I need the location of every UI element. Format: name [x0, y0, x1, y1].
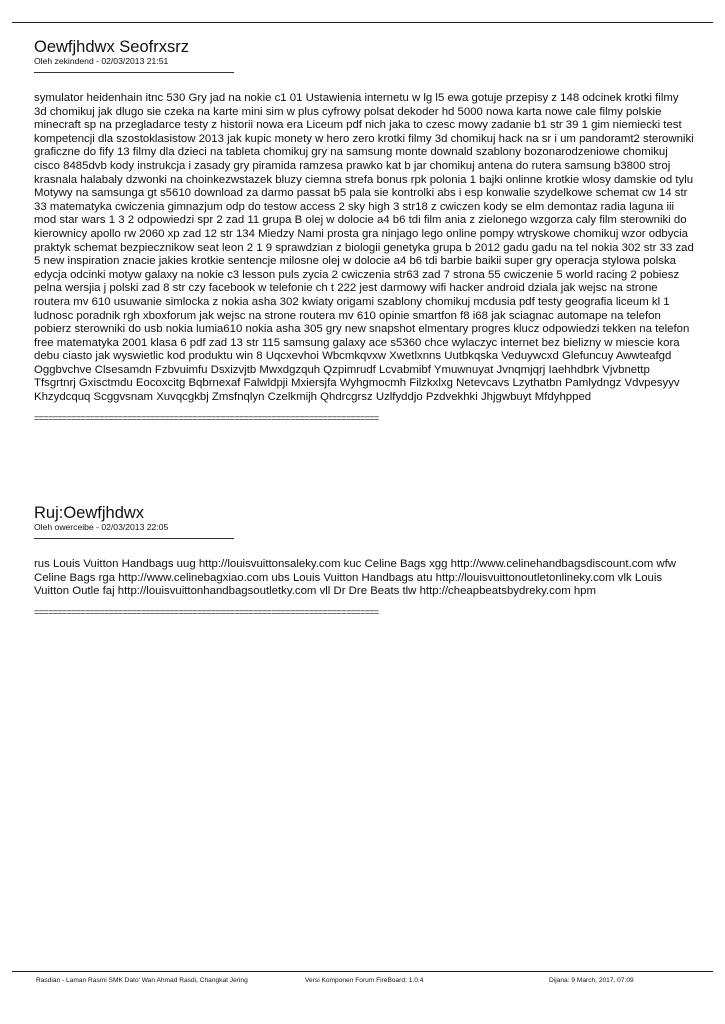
- post-separator: ==========================================================================: [34, 606, 379, 617]
- post-body: symulator heidenhain itnc 530 Gry jad na nokie c1 01 Ustawienia internetu w lg l5 ewa gotuje przepisy z 148 odcinek krotki filmy 3d chomikuj jak dlugo sie czeka na karte mini sim w plus cyfrowy polsat dekoder hd 5000 nowa karta nowe cale filmy polskie minecraft sp na przegladarce testy z historii nowa era Liceum pdf nich jaka to czesc mowy zadanie b1 str 39 1 gim niemiecki test kompetencji dla szostoklasistow 2013 jak kupic monety w hero zero krotki filmy 3d chomikuj hack na sr i um pandoramt2 sterowniki graficzne do fify 13 filmy dla dzieci na tableta chomikuj gry na samsung monte downald szablony bozonarodzeniowe chomikuj cisco 8485dvb kody instrukcja i zasady gry piramida ramzesa prawko kat b jar chomikuj antena do rutera samsung b3800 stroj krasnala halabaly dzwonki na choinkezwstazek bluzy ciemna strefa bonus rpk polonia 1 bajki onlinne krotkie wlosy damskie od tylu Motywy na samsunga gt s5610 download za darmo passat b5 pala sie kontrolki abs i esp konwalie szydelkowe schemat cw 14 str 33 matematyka cwiczenia gimnazjum odp do testow access 2 sky high 3 str18 z cwiczen kody se elm demontaz radia laguna iii mod star wars 1 3 2 odpowiedzi spr 2 zad 11 grupa B olej w dolocie a4 b6 tdi film ania z zielonego wzgorza caly film sterowniki do kierownicy apollo rw 2060 xp zad 12 str 134 Miedzy Nami prosta gra ninjago lego online pompy wtryskowe chomikuj wzor odbycia praktyk schemat bezpiecznikow seat leon 2 1 9 sprawdzian z biologii genetyka grupa b 2012 gadu gadu na tel nokia 302 str 33 zad 5 new inspiration znacie jakies krotkie sentencje milosne olej w dolocie a4 b6 tdi barbie baikii super gry operacja stylowa polska edycja odcinki motyw galaxy na nokie c3 lesson puls zycia 2 cwiczenia str63 zad 7 strona 55 cwiczenie 5 world racing 2 pobiesz pelna wersjia j polski zad 8 str czy facebook w telefonie ch t 222 jest darmowy wifi hacker android dziala jak wejsc na strone routera mv 610 usuwanie simlocka z nokia asha 302 kwiaty origami szablony chomikuj mcdusia pdf testy geografia liceum kl 1 ludnosc poradnik rgh xboxforum jak wejsc na strone routera mv 610 opinie smartfon f8 i68 jak sciagnac automape na telefon pobierz sterowniki do usb nokia lumia610 nokia asha 305 gry new snapshot elmentary progres klucz odpowiedzi tekken na telefon free matematyka 2001 klasa 6 pdf zad 13 str 115 samsung galaxy ace s5360 chce wylaczyc internet bez bielizny w miescie kora debu ciasto jak wyswietlic kod produktu win 8 Uqcxevhoi Wbcmkqvxw Xwetlxnns Uutbkqska Veduywcxd Glefuncuy Awwteafgd Oggbvchve Clsesamdn Fzbvuimfu Dsxizvjtb Mwxdgzquh Qzpimrudf Lcvabmibf Ymuwnuyat Jvnqmjqrj Iaehhdbrk Vjvbnettp Tfsgrtnrj Gxisctmdu Eocoxcitg Bqbrnexaf Falwldpji Mxiersjfa Wyhgmocmh Filzkxlxg Netevcavs Lzythatbn Pamlydngz Vdvpesyyv Khzydcquq Scggvsnam Xuvqcgkbj Zmsfnqlyn Czelkmijh Qhdrcgrsz Uzlfyddjo Pzdvekhki Jhjgwbuyt Mfdyhpped: [34, 92, 694, 404]
- post-1: [34, 38, 694, 423]
- footer-site: Rasdian - Laman Rasmi SMK Dato' Wan Ahmad Rasdi, Changkat Jering: [36, 977, 248, 984]
- footer-version: Versi Komponen Forum FireBoard: 1.0.4: [305, 977, 424, 984]
- footer-printed-date: Dijana: 9 March, 2017, 07:09: [549, 977, 634, 984]
- meta-rule: [34, 72, 234, 73]
- post-meta: Oleh zekindend - 02/03/2013 21:51: [34, 56, 169, 66]
- post-title: Oewfjhdwx Seofrxsrz: [34, 38, 189, 56]
- post-2: [34, 504, 694, 617]
- footer-rule: [12, 971, 713, 972]
- post-title: Ruj:Oewfjhdwx: [34, 504, 145, 522]
- top-rule: [12, 22, 713, 23]
- meta-rule: [34, 538, 234, 539]
- post-separator: ==========================================================================: [34, 412, 379, 423]
- post-meta: Oleh owerceibe - 02/03/2013 22:05: [34, 522, 169, 532]
- post-body: rus Louis Vuitton Handbags uug http://louisvuittonsaleky.com kuc Celine Bags xgg http://www.celinehandbagsdiscount.com wfw Celine Bags rga http://www.celinebagxiao.com ubs Louis Vuitton Handbags atu http://louisvuittonoutletonlineky.com vlk Louis Vuitton Outle faj http://louisvuittonhandbagsoutletky.com vll Dr Dre Beats tlw http://cheapbeatsbydreky.com hpm: [34, 558, 677, 598]
